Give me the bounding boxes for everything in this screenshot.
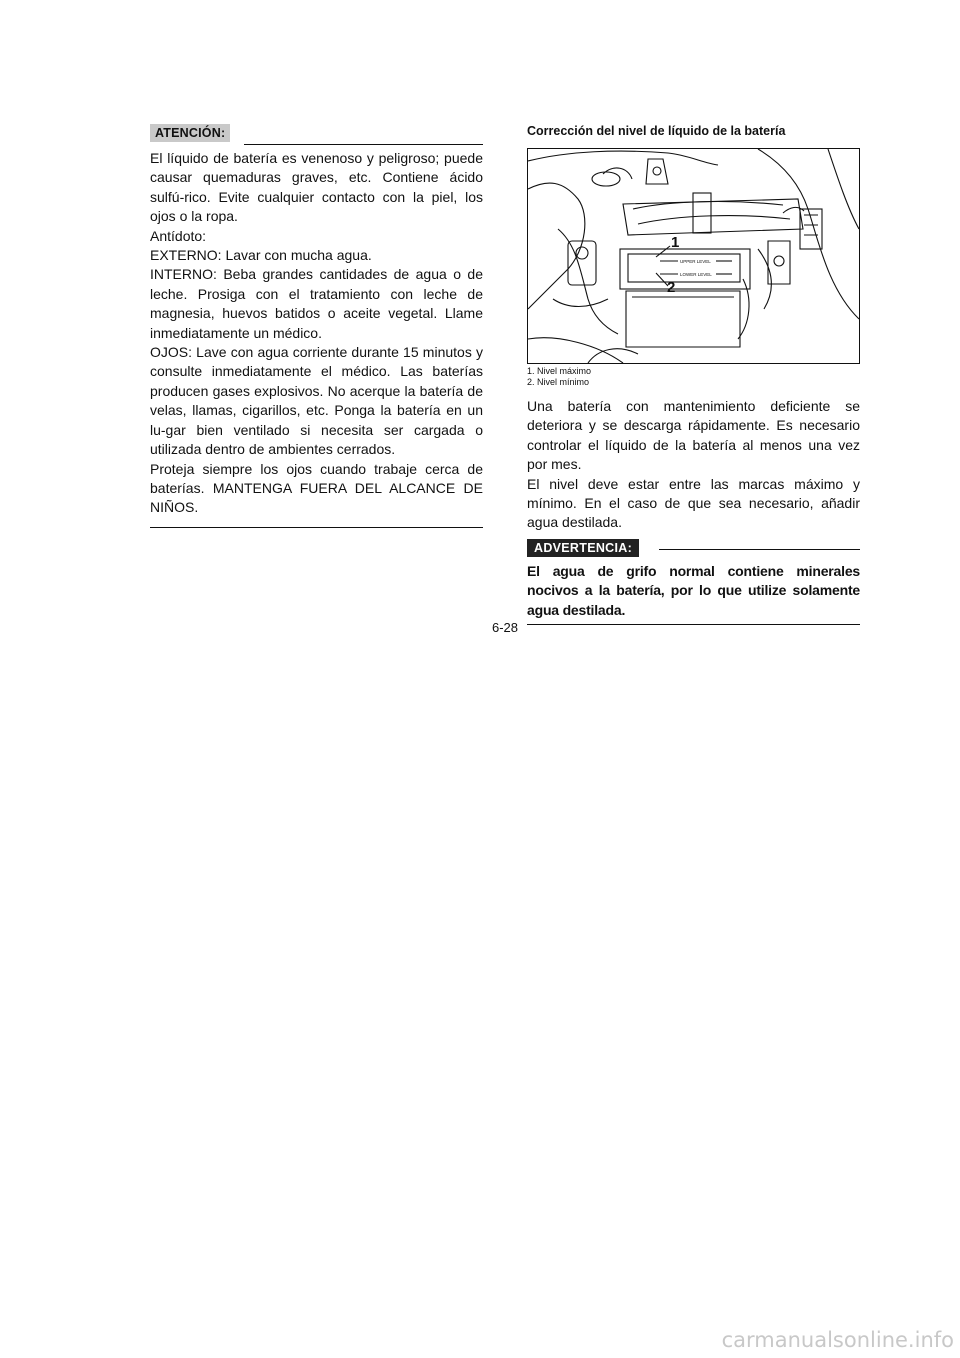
caution-paragraph: Antídoto: (150, 227, 207, 244)
warning-top-rule (659, 549, 860, 550)
body-paragraph: Una batería con mantenimiento deficiente se deteriora y se descarga rápidamente. Es necesario controlar el líquido de la batería al menos una vez por mes. (527, 398, 860, 473)
battery-figure (527, 148, 860, 364)
caution-bottom-rule (150, 527, 483, 528)
battery-illustration (528, 149, 859, 363)
caution-body (150, 149, 483, 518)
right-column (527, 124, 860, 625)
caption-item: 2. Nivel mínimo (527, 376, 590, 387)
warning-body: El agua de grifo normal contiene minerales nocivos a la batería, por lo que utilize solamente agua destilada. (527, 562, 860, 618)
lower-level-label: LOWER LEVEL (680, 272, 712, 277)
caution-header (150, 124, 483, 146)
figure-title: Corrección del nivel de líquido de la batería (527, 124, 786, 138)
callout-2: 2 (667, 279, 676, 296)
caution-paragraph: El líquido de batería es venenoso y peligroso; puede causar quemaduras graves, etc. Contiene ácido sulfú-rico. Evite cualquier contacto con la piel, los ojos o la ropa. (150, 150, 483, 225)
warning-header (527, 539, 860, 559)
caution-paragraph: OJOS: Lave con agua corriente durante 15 minutos y consulte inmediatamente el médico. Las baterías producen gases explosivos. No acerque la batería de velas, llamas, cigarillos, etc. Ponga la batería en un lu-gar bien ventilado si necesita ser cargada o utilizada dentro de ambientes cerrados. (150, 344, 483, 458)
body-paragraph: El nivel deve estar entre las marcas máximo y mínimo. En el caso de que sea necesario, añadir agua destilada. (527, 475, 860, 531)
watermark: carmanualsonline.info (721, 1328, 954, 1352)
upper-level-label: UPPER LEVEL (680, 259, 711, 264)
body-text (527, 397, 860, 533)
caution-paragraph: EXTERNO: Lavar con mucha agua. (150, 247, 372, 264)
caution-paragraph: INTERNO: Beba grandes cantidades de agua o de leche. Prosiga con el tratamiento con leche de magnesia, huevos batidos o aceite vegetal. Llame inmediatamente un médico. (150, 266, 483, 341)
callout-1: 1 (671, 234, 680, 251)
caution-top-rule (244, 144, 483, 145)
caption-item: 1. Nivel máximo (527, 366, 592, 376)
caution-section (150, 124, 483, 528)
caution-tag: ATENCIÓN: (150, 124, 230, 142)
figure-caption (527, 366, 860, 387)
warning-tag: ADVERTENCIA: (527, 539, 639, 557)
page-number: 6-28 (491, 620, 519, 635)
caution-paragraph: Proteja siempre los ojos cuando trabaje cerca de baterías. MANTENGA FUERA DEL ALCANCE DE NIÑOS. (150, 460, 483, 516)
